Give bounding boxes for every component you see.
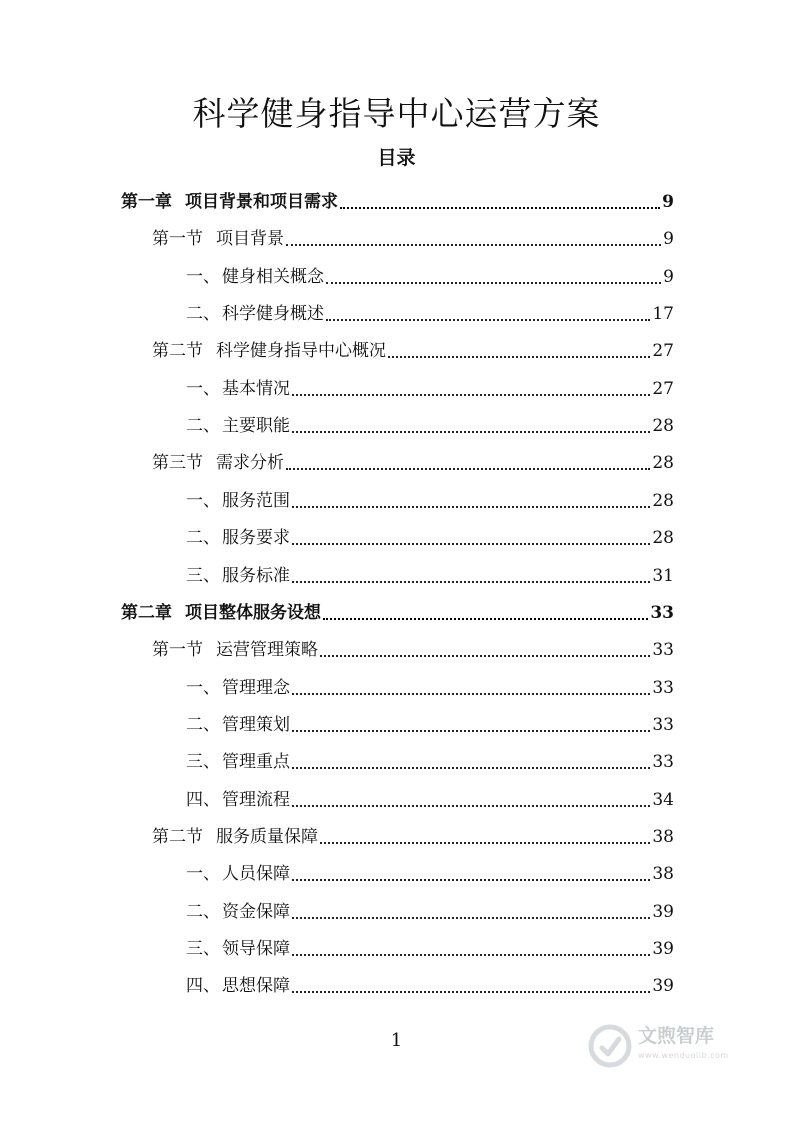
toc-dot-leader: [340, 207, 660, 209]
toc-entry-title: 项目背景和项目需求: [185, 192, 338, 212]
toc-entry[interactable]: [186, 366, 674, 400]
toc-entry[interactable]: [152, 440, 674, 474]
toc-dot-leader: [292, 805, 650, 807]
toc-dot-leader: [292, 991, 650, 993]
toc-heading: 目录: [377, 147, 416, 169]
toc-dot-leader: [323, 618, 648, 620]
toc-entry-number: 一、: [186, 266, 220, 287]
toc-entry-number: 三、: [186, 752, 220, 773]
toc-entry-title: 人员保障: [222, 864, 290, 885]
toc-entry-page: 31: [652, 565, 674, 586]
toc-entry-page: 34: [652, 789, 674, 810]
toc-entry-title: 服务质量保障: [216, 826, 318, 847]
toc-entry-title: 服务范围: [222, 490, 290, 511]
toc-entry[interactable]: [186, 665, 674, 699]
toc-entry-title: 领导保障: [222, 939, 290, 959]
toc-entry-title: 主要职能: [222, 416, 290, 437]
toc-entry-number: 四、: [186, 976, 220, 997]
toc-entry-title: 基本情况: [222, 378, 290, 399]
toc-dot-leader: [292, 431, 650, 433]
toc-entry-page: 38: [652, 826, 674, 847]
toc-entry-number: 一、: [186, 490, 220, 511]
toc-dot-leader: [320, 842, 650, 844]
toc-entry-page: 33: [652, 714, 674, 735]
toc-entry-title: 科学健身指导中心概况: [216, 341, 386, 362]
toc-entry-title: 管理重点: [222, 752, 290, 773]
toc-entry[interactable]: [186, 478, 674, 512]
toc-entry-page: 28: [652, 528, 674, 549]
toc-dot-leader: [326, 282, 661, 284]
toc-entry-number: 二、: [186, 528, 220, 549]
toc-entry-page: 28: [652, 416, 674, 437]
toc-entry-number: 一、: [186, 864, 220, 885]
toc-dot-leader: [286, 468, 650, 470]
toc-entry[interactable]: [152, 627, 674, 661]
toc-dot-leader: [292, 767, 650, 769]
toc-entry-number: 第二节: [152, 341, 203, 362]
toc-entry-title: 思想保障: [222, 976, 290, 997]
toc-entry-page: 27: [652, 341, 674, 362]
toc-dot-leader: [292, 581, 650, 583]
toc-entry-number: 第一节: [152, 229, 203, 250]
toc-entry-page: 33: [652, 752, 674, 773]
toc-entry[interactable]: [152, 328, 674, 362]
toc-entry-number: 第一节: [152, 640, 203, 661]
toc-entry[interactable]: [186, 403, 674, 437]
toc-entry-title: 运营管理策略: [216, 640, 318, 661]
toc-entry-page: 9: [663, 229, 674, 250]
toc-dot-leader: [286, 244, 661, 246]
document-title: 科学健身指导中心运营方案: [192, 94, 601, 133]
page-number: 1: [390, 1030, 403, 1051]
toc-entry[interactable]: [186, 702, 674, 736]
toc-entry[interactable]: [186, 889, 674, 923]
toc-entry[interactable]: [121, 590, 674, 624]
toc-entry[interactable]: [186, 515, 674, 549]
toc-entry-page: 39: [652, 901, 674, 922]
watermark: [588, 1018, 758, 1074]
toc-entry-number: 四、: [186, 789, 220, 810]
watermark-brand: 文煦智库: [638, 1025, 715, 1047]
toc-dot-leader: [320, 655, 650, 657]
toc-entry[interactable]: [186, 553, 674, 587]
toc-entry-page: 9: [663, 266, 674, 287]
toc-entry-number: 第二节: [152, 826, 203, 847]
watermark-text: [638, 1026, 729, 1066]
toc-entry[interactable]: [186, 254, 674, 288]
toc-entry[interactable]: [186, 926, 674, 960]
toc-dot-leader: [292, 730, 650, 732]
toc-entry-page: 28: [652, 490, 674, 511]
toc-entry-title: 项目整体服务设想: [185, 602, 321, 623]
toc-entry-number: 第二章: [121, 602, 172, 623]
toc-entry[interactable]: [152, 216, 674, 250]
toc-entry-title: 项目背景: [216, 229, 284, 250]
toc-dot-leader: [326, 319, 650, 321]
toc-dot-leader: [292, 954, 650, 956]
toc-entry-title: 服务要求: [222, 528, 290, 549]
toc-entry[interactable]: [186, 291, 674, 325]
toc-entry-page: 27: [652, 378, 674, 399]
toc-entry-number: 一、: [186, 378, 220, 399]
toc-dot-leader: [292, 693, 650, 695]
toc-entry-title: 需求分析: [216, 453, 284, 474]
toc-entry-page: 28: [652, 453, 674, 474]
toc-entry-title: 管理理念: [222, 677, 290, 698]
toc-dot-leader: [292, 506, 650, 508]
toc-entry[interactable]: [186, 739, 674, 773]
toc-entry-title: 服务标准: [222, 565, 290, 586]
toc-entry-page: 33: [652, 640, 674, 661]
toc-entry-page: 33: [650, 602, 674, 623]
toc-entry-title: 健身相关概念: [222, 266, 324, 287]
wenxu-logo-icon: [588, 1024, 632, 1068]
toc-entry-page: 39: [652, 976, 674, 997]
toc-entry-number: 三、: [186, 939, 220, 959]
toc-dot-leader: [388, 356, 650, 358]
toc-dot-leader: [292, 917, 650, 919]
toc-entry-title: 科学健身概述: [222, 304, 324, 325]
toc-entry-page: 33: [652, 677, 674, 698]
watermark-url: www.wenduolib.com: [638, 1051, 729, 1060]
toc-dot-leader: [292, 879, 650, 881]
toc-entry-number: 第三节: [152, 453, 203, 474]
toc-entry-number: 二、: [186, 304, 220, 325]
toc-entry-number: 二、: [186, 714, 220, 735]
toc-entry-title: 管理流程: [222, 789, 290, 810]
toc-entry-title: 资金保障: [222, 901, 290, 922]
toc-entry-page: 9: [662, 192, 674, 212]
toc-entry[interactable]: [186, 963, 674, 997]
toc-entry-page: 38: [652, 864, 674, 885]
toc-entry-page: 39: [652, 939, 674, 959]
toc-entry-number: 一、: [186, 677, 220, 698]
toc-dot-leader: [292, 543, 650, 545]
toc-dot-leader: [292, 394, 650, 396]
toc-entry[interactable]: [186, 851, 674, 885]
toc-entry[interactable]: [186, 777, 674, 811]
toc-entry-page: 17: [652, 304, 674, 325]
toc-entry-number: 第一章: [121, 192, 172, 212]
toc-entry[interactable]: [152, 814, 674, 848]
toc-entry-number: 二、: [186, 901, 220, 922]
toc-entry-number: 二、: [186, 416, 220, 437]
toc-entry[interactable]: [121, 179, 674, 213]
toc-entry-number: 三、: [186, 565, 220, 586]
toc-entry-title: 管理策划: [222, 714, 290, 735]
